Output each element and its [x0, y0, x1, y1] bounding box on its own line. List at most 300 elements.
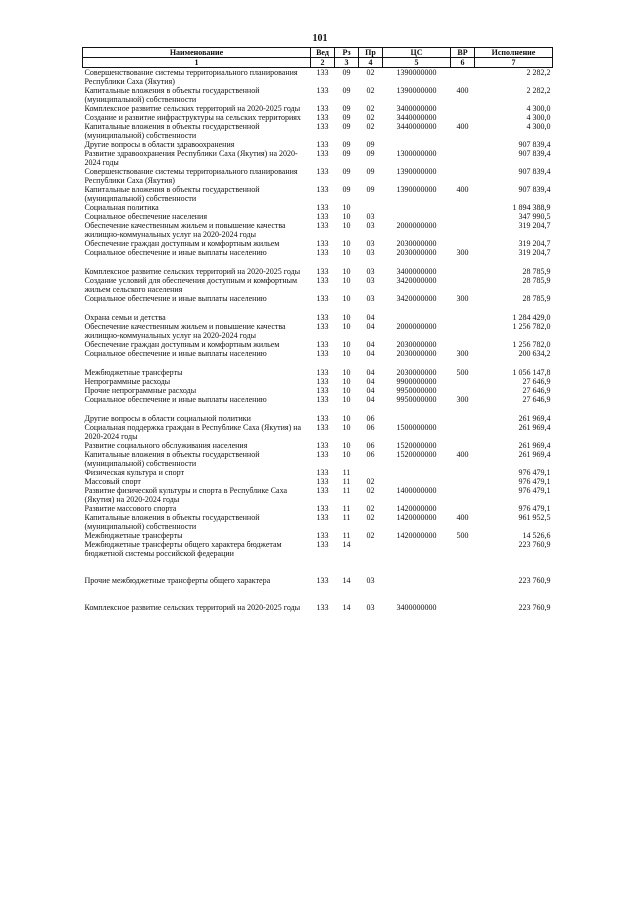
cell-vr: [451, 313, 475, 322]
cell-vr: 300: [456, 248, 469, 257]
cell-amount: 961 952,5: [518, 513, 551, 522]
cell-amount: 28 785,9: [522, 276, 551, 285]
header-pr: Пр: [359, 48, 383, 58]
table-row: [83, 313, 553, 322]
cell-ved: 133: [316, 386, 329, 395]
cell-ved: 133: [316, 167, 329, 176]
header-vr: ВР: [451, 48, 475, 58]
cell-pr: [359, 540, 383, 558]
cell-name: Капитальные вложения в объекты государственной (муниципальной) собственности: [84, 122, 260, 140]
cell-pr: 04: [366, 340, 375, 349]
cell-pr: 09: [366, 149, 375, 158]
table-row: [83, 167, 553, 185]
cell-ved: 133: [316, 104, 329, 113]
cell-ved: 133: [316, 68, 329, 77]
cell-name: Развитие социального обслуживания населения: [84, 441, 248, 450]
budget-table: [82, 47, 553, 612]
table-row: [83, 386, 553, 395]
cell-cs: 1400000000: [396, 486, 437, 495]
cell-amount: 200 634,2: [518, 349, 551, 358]
cell-rz: 10: [342, 322, 351, 331]
cell-name: Комплексное развитие сельских территорий на 2020-2025 годы: [84, 104, 301, 113]
cell-cs: 1390000000: [396, 185, 437, 194]
cell-cs: 1300000000: [396, 149, 437, 158]
cell-pr: [359, 203, 383, 212]
cell-rz: 14: [342, 603, 351, 612]
cell-name: Непрограммные расходы: [84, 377, 171, 386]
table-row: [83, 221, 553, 239]
cell-pr: 02: [366, 513, 375, 522]
table-row: [83, 477, 553, 486]
cell-cs: 1520000000: [396, 441, 437, 450]
cell-amount: 223 760,9: [518, 576, 551, 585]
cell-cs: 3440000000: [396, 122, 437, 131]
cell-rz: 11: [342, 504, 351, 513]
header-number: 2: [311, 58, 335, 68]
cell-pr: 03: [366, 248, 375, 257]
spacer-cell: [83, 404, 553, 414]
cell-name: Капитальные вложения в объекты государственной (муниципальной) собственности: [84, 513, 260, 531]
table-row: [83, 185, 553, 203]
cell-cs: [383, 212, 451, 221]
table-row: [83, 368, 553, 377]
cell-amount: 907 839,4: [518, 185, 551, 194]
cell-cs: 1390000000: [396, 167, 437, 176]
cell-ved: 133: [316, 276, 329, 285]
cell-amount: 27 646,9: [522, 386, 551, 395]
cell-amount: 223 760,9: [518, 540, 551, 549]
cell-rz: 09: [342, 167, 351, 176]
table-row: [83, 140, 553, 149]
header-amount: Исполнение: [475, 48, 553, 58]
cell-name: Создание условий для обеспечения доступным и комфортным жильем сельского населения: [84, 276, 298, 294]
table-row: [83, 540, 553, 558]
cell-rz: 11: [342, 477, 351, 486]
cell-vr: [451, 276, 475, 294]
row-spacer: [83, 358, 553, 368]
cell-vr: [451, 540, 475, 558]
cell-ved: 133: [316, 414, 329, 423]
cell-amount: 1 256 782,0: [512, 340, 551, 349]
cell-name: Развитие массового спорта: [84, 504, 177, 513]
cell-pr: 02: [366, 86, 375, 95]
cell-cs: 2000000000: [396, 221, 437, 230]
cell-vr: 300: [456, 294, 469, 303]
cell-ved: 133: [316, 140, 329, 149]
cell-pr: [359, 468, 383, 477]
spacer-cell: [83, 558, 553, 576]
cell-cs: 1390000000: [396, 86, 437, 95]
cell-rz: 10: [342, 239, 351, 248]
table-row: [83, 267, 553, 276]
cell-cs: 3400000000: [396, 267, 437, 276]
cell-rz: 10: [342, 340, 351, 349]
table-body: [83, 68, 553, 613]
cell-amount: 261 969,4: [518, 423, 551, 432]
cell-cs: 3420000000: [396, 294, 437, 303]
cell-cs: 1390000000: [396, 68, 437, 77]
cell-amount: 319 204,7: [518, 221, 551, 230]
cell-name: Социальное обеспечение и иные выплаты населению: [84, 349, 267, 358]
cell-rz: 10: [342, 248, 351, 257]
cell-amount: 1 284 429,0: [512, 313, 551, 322]
cell-cs: [383, 140, 451, 149]
cell-cs: 1420000000: [396, 513, 437, 522]
cell-name: Социальное обеспечение и иные выплаты населению: [84, 248, 267, 257]
table-row: [83, 86, 553, 104]
cell-ved: 133: [316, 531, 329, 540]
row-spacer: [83, 404, 553, 414]
cell-amount: 261 969,4: [518, 414, 551, 423]
cell-cs: 2030000000: [396, 340, 437, 349]
cell-pr: 03: [366, 239, 375, 248]
table-row: [83, 576, 553, 585]
cell-name: Развитие здравоохранения Республики Саха (Якутия) на 2020-2024 годы: [84, 149, 298, 167]
cell-cs: [383, 477, 451, 486]
cell-rz: 09: [342, 104, 351, 113]
header-row: [83, 48, 553, 58]
cell-ved: 133: [316, 203, 329, 212]
header-number-row: [83, 58, 553, 68]
table-row: [83, 239, 553, 248]
cell-amount: 976 479,1: [518, 477, 551, 486]
cell-name: Межбюджетные трансферты: [84, 368, 183, 377]
cell-vr: [451, 603, 475, 612]
cell-rz: 10: [342, 441, 351, 450]
cell-rz: 10: [342, 368, 351, 377]
cell-name: Совершенствование системы территориального планирования Республики Саха (Якутия): [84, 167, 298, 185]
cell-amount: 261 969,4: [518, 441, 551, 450]
cell-pr: 02: [366, 477, 375, 486]
cell-cs: [383, 203, 451, 212]
cell-cs: 2030000000: [396, 368, 437, 377]
cell-pr: 04: [366, 377, 375, 386]
table-row: [83, 322, 553, 340]
spacer-cell: [83, 303, 553, 313]
cell-ved: 133: [316, 395, 329, 404]
cell-ved: 133: [316, 322, 329, 331]
cell-name: Комплексное развитие сельских территорий на 2020-2025 годы: [84, 603, 301, 612]
cell-cs: 3400000000: [396, 603, 437, 612]
cell-name: Обеспечение качественным жильем и повышение качества жилищно-коммунальных услуг на 2020-2024 годы: [84, 221, 286, 239]
cell-ved: 133: [316, 122, 329, 131]
table-row: [83, 468, 553, 477]
cell-ved: 133: [316, 368, 329, 377]
cell-vr: 400: [456, 513, 469, 522]
cell-rz: 09: [342, 140, 351, 149]
cell-rz: 10: [342, 423, 351, 432]
table-row: [83, 486, 553, 504]
cell-amount: 319 204,7: [518, 248, 551, 257]
table-row: [83, 414, 553, 423]
cell-pr: 03: [366, 212, 375, 221]
cell-rz: 10: [342, 349, 351, 358]
cell-rz: 10: [342, 267, 351, 276]
cell-pr: 09: [366, 140, 375, 149]
cell-vr: [451, 340, 475, 349]
table-row: [83, 450, 553, 468]
cell-pr: 02: [366, 122, 375, 131]
cell-name: Социальная поддержка граждан в Республике Саха (Якутия) на 2020-2024 годы: [84, 423, 302, 441]
cell-rz: 10: [342, 203, 351, 212]
cell-amount: 4 300,0: [526, 122, 551, 131]
row-spacer: [83, 257, 553, 267]
cell-rz: 14: [342, 540, 351, 549]
cell-rz: 09: [342, 185, 351, 194]
cell-ved: 133: [316, 149, 329, 158]
cell-amount: 1 056 147,8: [512, 368, 551, 377]
cell-amount: 976 479,1: [518, 486, 551, 495]
cell-rz: 09: [342, 122, 351, 131]
cell-name: Развитие физической культуры и спорта в Республике Саха (Якутия) на 2020-2024 годы: [84, 486, 288, 504]
cell-ved: 133: [316, 423, 329, 432]
cell-ved: 133: [316, 212, 329, 221]
cell-pr: 06: [366, 441, 375, 450]
header-name: Наименование: [83, 48, 311, 58]
cell-pr: 06: [366, 450, 375, 459]
cell-rz: 10: [342, 414, 351, 423]
cell-pr: 02: [366, 104, 375, 113]
header-number: 3: [335, 58, 359, 68]
cell-rz: 09: [342, 68, 351, 77]
table-row: [83, 513, 553, 531]
cell-ved: 133: [316, 239, 329, 248]
table-row: [83, 149, 553, 167]
cell-ved: 133: [316, 513, 329, 522]
cell-vr: 400: [456, 450, 469, 459]
table-row: [83, 212, 553, 221]
header-ved: Вед: [311, 48, 335, 58]
cell-amount: 2 282,2: [526, 86, 551, 95]
cell-name: Социальное обеспечение и иные выплаты населению: [84, 294, 267, 303]
cell-ved: 133: [316, 113, 329, 122]
header-number: 7: [475, 58, 553, 68]
cell-pr: 02: [366, 68, 375, 77]
table-row: [83, 531, 553, 540]
cell-amount: 976 479,1: [518, 504, 551, 513]
cell-name: Капитальные вложения в объекты государственной (муниципальной) собственности: [84, 450, 260, 468]
table-row: [83, 248, 553, 257]
cell-rz: 11: [342, 468, 351, 477]
cell-rz: 09: [342, 113, 351, 122]
cell-name: Социальная политика: [84, 203, 159, 212]
cell-ved: 133: [316, 313, 329, 322]
cell-rz: 09: [342, 149, 351, 158]
cell-name: Социальное обеспечение и иные выплаты населению: [84, 395, 267, 404]
table-row: [83, 441, 553, 450]
cell-amount: 28 785,9: [522, 267, 551, 276]
cell-pr: 02: [366, 486, 375, 495]
cell-vr: [451, 104, 475, 113]
cell-ved: 133: [316, 377, 329, 386]
cell-cs: 1500000000: [396, 423, 437, 432]
cell-rz: 09: [342, 86, 351, 95]
cell-rz: 10: [342, 377, 351, 386]
header-cs: ЦС: [383, 48, 451, 58]
header-number: 6: [451, 58, 475, 68]
cell-amount: 4 300,0: [526, 104, 551, 113]
cell-rz: 10: [342, 212, 351, 221]
table-row: [83, 423, 553, 441]
cell-pr: 03: [366, 603, 375, 612]
cell-pr: 02: [366, 504, 375, 513]
cell-rz: 11: [342, 486, 351, 495]
row-spacer: [83, 303, 553, 313]
cell-vr: [451, 377, 475, 386]
cell-ved: 133: [316, 248, 329, 257]
cell-pr: 04: [366, 322, 375, 331]
header-number: 4: [359, 58, 383, 68]
cell-vr: 400: [456, 185, 469, 194]
row-spacer: [83, 585, 553, 603]
cell-ved: 133: [316, 349, 329, 358]
cell-name: Обеспечение граждан доступным и комфортным жильем: [84, 340, 280, 349]
cell-ved: 133: [316, 86, 329, 95]
cell-name: Обеспечение качественным жильем и повышение качества жилищно-коммунальных услуг на 2020-2024 годы: [84, 322, 286, 340]
cell-ved: 133: [316, 540, 329, 549]
cell-amount: 1 256 782,0: [512, 322, 551, 331]
cell-pr: 03: [366, 276, 375, 285]
cell-vr: [451, 486, 475, 504]
cell-pr: 06: [366, 414, 375, 423]
cell-pr: 02: [366, 113, 375, 122]
cell-pr: 04: [366, 313, 375, 322]
header-number: 5: [383, 58, 451, 68]
cell-name: Создание и развитие инфраструктуры на сельских территориях: [84, 113, 301, 122]
cell-name: Другие вопросы в области социальной политики: [84, 414, 251, 423]
cell-pr: 03: [366, 221, 375, 230]
cell-name: Охрана семьи и детства: [84, 313, 166, 322]
cell-vr: 400: [456, 86, 469, 95]
cell-name: Совершенствование системы территориального планирования Республики Саха (Якутия): [84, 68, 298, 86]
table-row: [83, 203, 553, 212]
cell-rz: 10: [342, 313, 351, 322]
header-rz: Рз: [335, 48, 359, 58]
cell-ved: 133: [316, 294, 329, 303]
table-row: [83, 113, 553, 122]
cell-amount: 27 646,9: [522, 395, 551, 404]
table-row: [83, 68, 553, 87]
cell-ved: 133: [316, 486, 329, 495]
cell-rz: 10: [342, 395, 351, 404]
cell-name: Прочие межбюджетные трансферты общего характера: [84, 576, 271, 585]
cell-amount: 907 839,4: [518, 140, 551, 149]
spacer-cell: [83, 585, 553, 603]
cell-pr: 02: [366, 531, 375, 540]
cell-cs: [383, 540, 451, 558]
cell-pr: 04: [366, 386, 375, 395]
cell-name: Социальное обеспечение населения: [84, 212, 207, 221]
cell-vr: [451, 203, 475, 212]
cell-vr: [451, 441, 475, 450]
table-row: [83, 349, 553, 358]
cell-amount: 4 300,0: [526, 113, 551, 122]
cell-vr: [451, 212, 475, 221]
cell-ved: 133: [316, 267, 329, 276]
cell-cs: [383, 414, 451, 423]
cell-cs: 2030000000: [396, 349, 437, 358]
cell-ved: 133: [316, 468, 329, 477]
cell-name: Капитальные вложения в объекты государственной (муниципальной) собственности: [84, 185, 260, 203]
cell-vr: [451, 221, 475, 239]
cell-cs: 9950000000: [396, 386, 437, 395]
table-row: [83, 603, 553, 612]
spacer-cell: [83, 257, 553, 267]
cell-name: Массовый спорт: [84, 477, 141, 486]
cell-cs: [383, 468, 451, 477]
cell-cs: 3440000000: [396, 113, 437, 122]
cell-amount: 907 839,4: [518, 167, 551, 176]
cell-name: Межбюджетные трансферты: [84, 531, 183, 540]
cell-amount: 907 839,4: [518, 149, 551, 158]
cell-pr: 09: [366, 185, 375, 194]
page-number: 101: [312, 33, 328, 44]
cell-cs: 3400000000: [396, 104, 437, 113]
cell-cs: 2000000000: [396, 322, 437, 331]
cell-amount: 28 785,9: [522, 294, 551, 303]
cell-ved: 133: [316, 185, 329, 194]
cell-vr: [451, 468, 475, 477]
cell-name: Другие вопросы в области здравоохранения: [84, 140, 235, 149]
cell-vr: [451, 414, 475, 423]
cell-vr: [451, 322, 475, 340]
cell-rz: 10: [342, 386, 351, 395]
cell-pr: 04: [366, 395, 375, 404]
cell-vr: [451, 477, 475, 486]
table-row: [83, 276, 553, 294]
cell-vr: [451, 140, 475, 149]
cell-name: Капитальные вложения в объекты государственной (муниципальной) собственности: [84, 86, 260, 104]
cell-vr: [451, 167, 475, 185]
cell-ved: 133: [316, 576, 329, 585]
cell-ved: 133: [316, 221, 329, 230]
header-number: 1: [83, 58, 311, 68]
cell-vr: [451, 113, 475, 122]
cell-name: Прочие непрограммные расходы: [84, 386, 197, 395]
table-row: [83, 104, 553, 113]
cell-rz: 10: [342, 221, 351, 230]
cell-pr: 04: [366, 349, 375, 358]
cell-rz: 10: [342, 450, 351, 459]
cell-ved: 133: [316, 477, 329, 486]
cell-name: Физическая культура и спорт: [84, 468, 185, 477]
cell-rz: 14: [342, 576, 351, 585]
cell-rz: 11: [342, 513, 351, 522]
cell-vr: [451, 504, 475, 513]
table-row: [83, 504, 553, 513]
cell-pr: 04: [366, 368, 375, 377]
cell-rz: 11: [342, 531, 351, 540]
cell-cs: [383, 576, 451, 585]
cell-amount: 976 479,1: [518, 468, 551, 477]
cell-vr: 500: [456, 531, 469, 540]
cell-vr: 500: [456, 368, 469, 377]
cell-vr: [451, 68, 475, 87]
cell-pr: 03: [366, 267, 375, 276]
cell-cs: 1520000000: [396, 450, 437, 459]
cell-pr: 09: [366, 167, 375, 176]
table-row: [83, 122, 553, 140]
cell-amount: 319 204,7: [518, 239, 551, 248]
cell-vr: 400: [456, 122, 469, 131]
cell-vr: [451, 267, 475, 276]
cell-amount: 1 894 388,9: [512, 203, 551, 212]
cell-vr: 300: [456, 349, 469, 358]
cell-vr: 300: [456, 395, 469, 404]
cell-vr: [451, 576, 475, 585]
cell-pr: 03: [366, 294, 375, 303]
row-spacer: [83, 558, 553, 576]
